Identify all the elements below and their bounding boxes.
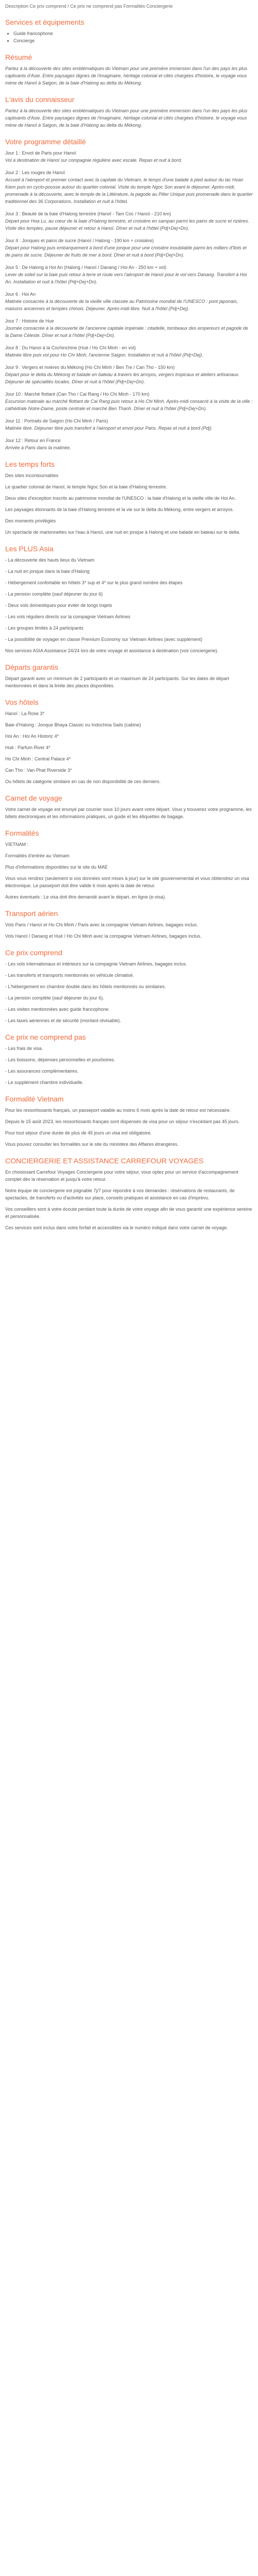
day-block [5, 237, 253, 259]
day-title: Jour 6 : Hoi An [5, 292, 36, 297]
temps-forts-paragraph: Le quartier colonial de Hanoï, le temple Ngoc Son et la baie d'Halong terrestre. [5, 484, 167, 489]
day-block [5, 149, 253, 164]
list-item: • Guide francophone [13, 30, 253, 37]
list-item: - Le supplément chambre individuelle. [5, 1080, 84, 1085]
conciergerie-section [5, 1156, 253, 1231]
day-title: Jour 2 : Les rouges de Hanoï [5, 170, 66, 175]
conciergerie-paragraph: En choisissant Carrefour Voyages Conciergerie pour votre séjour, vous optez pour un service d'accompagnement complet dès la réservation et jusqu'à votre retour. [5, 1170, 238, 1182]
product-page [0, 0, 258, 1241]
list-item: - L'hébergement en chambre double dans les hôtels mentionnés ou similaires. [5, 984, 166, 989]
day-title: Jour 9 : Vergers et rivières du Mékong (Ho Chi Minh / Ben Tre / Can Tho - 150 km) [5, 365, 175, 370]
resume-text: Partez à la découverte des sites emblématiques du Vietnam pour une première immersion dans l'un des pays les plus captivants d'Asie. Entre paysages dignes de l'imaginaire, héritage colonial et cités chargées d'histoire, le voyage vous mène de Hanoï à Saigon, de la baie d'Halong au delta du Mékong. [5, 66, 248, 86]
day-block [5, 437, 253, 451]
formalite-vietnam-section [5, 1094, 253, 1148]
temps-forts-title: Les temps forts [5, 460, 55, 468]
day-text: Journée consacrée à la découverte de l'ancienne capitale impériale : citadelle, tombeaux des empereurs et pagode de la Dame Céleste. Dîner et nuit à l'hôtel (Pdj+Dej+Dn). [5, 326, 249, 338]
prix-comprend-section [5, 948, 253, 1024]
day-block [5, 317, 253, 339]
hotel-line: Hanoï : La Rose 3* [5, 711, 45, 716]
list-item: - Les frais de visa. [5, 1046, 43, 1051]
conciergerie-title: CONCIERGERIE ET ASSISTANCE CARREFOUR VOYAGES [5, 1157, 204, 1165]
prix-ne-comprend-section [5, 1032, 253, 1086]
formalite-vietnam-paragraph: Vous pouvez consulter les formalités sur le site du ministère des Affaires étrangères. [5, 1142, 179, 1147]
list-item: • Concierge [13, 37, 253, 44]
temps-forts-paragraph: Deux sites d'exception inscrits au patrimoine mondial de l'UNESCO : la baie d'Halong et la vieille ville de Hoi An. [5, 496, 236, 501]
day-title: Jour 10 : Marché flottant (Can Tho / Cai Rang / Ho Chi Minh - 170 km) [5, 392, 150, 397]
day-text: Vol à destination de Hanoï sur compagnie régulière avec escale. Repas et nuit à bord. [5, 158, 182, 163]
carnet-text: Votre carnet de voyage est envoyé par courrier sous 10 jours avant votre départ. Vous y trouverez votre programme, les billets électroniques et les informations pratiques, un guide et les étiquettes de bagage. [5, 807, 252, 819]
prix-ne-comprend-title: Ce prix ne comprend pas [5, 1033, 86, 1041]
transport-line: Vols Paris / Hanoï et Ho Chi Minh / Paris avec la compagnie Vietnam Airlines, bagages inclus. [5, 922, 198, 927]
conciergerie-paragraph: Notre équipe de conciergerie est joignable 7j/7 pour répondre à vos demandes : réservations de restaurants, de spectacles, de transferts ou d'activités sur place, conseils pratiques et assistance en cas d'imprévu. [5, 1188, 235, 1200]
programme-title: Votre programme détaillé [5, 138, 86, 146]
departs-title: Départs garantis [5, 663, 58, 671]
formalites-country: VIETNAM : [5, 842, 29, 847]
list-item: - Les transferts et transports mentionnés en véhicule climatisé. [5, 973, 134, 978]
prix-comprend-title: Ce prix comprend [5, 948, 62, 957]
list-item: - Les vols réguliers directs sur la compagnie Vietnam Airlines [5, 614, 131, 619]
programme-section [5, 137, 253, 451]
temps-forts-intro: Des sites incontournables [5, 473, 59, 478]
hotels-section [5, 698, 253, 785]
list-item: - Les vols internationaux et intérieurs sur la compagnie Vietnam Airlines, bagages inclus. [5, 961, 187, 967]
avis-text: Partez à la découverte des sites emblématiques du Vietnam pour une première immersion dans l'un des pays les plus captivants d'Asie. Entre paysages dignes de l'imaginaire, héritage colonial et cités chargées d'histoire, le voyage vous mène de Hanoï à Saigon, de la baie d'Halong au delta du Mékong. [5, 108, 248, 128]
list-item: - Les groupes limités à 24 participants [5, 625, 84, 631]
hotel-line: Hoi An : Hoi An Historic 4* [5, 734, 59, 739]
day-title: Jour 1 : Envol de Paris pour Hanoï [5, 150, 76, 156]
list-item: - Les taxes aériennes et de sécurité (montant révisable). [5, 1018, 121, 1023]
top-description: Description Ce prix comprend / Ce prix ne comprend pas Formalités Conciergerie [5, 4, 173, 9]
day-text: Matinée consacrée à la découverte de la vieille ville classée au Patrimoine mondial de l'UNESCO : pont japonais, maisons anciennes et temples chinois. Déjeuner. Après-midi libre. Nuit à l'hôtel (Pdj+Dej). [5, 299, 238, 311]
day-title: Jour 4 : Jonques et pains de sucre (Hanoï / Halong - 190 km + croisière) [5, 238, 154, 243]
hotel-line: Can Tho : Van Phat Riverside 3* [5, 768, 72, 773]
conciergerie-paragraph: Ces services sont inclus dans votre forfait et accessibles via le numéro indiqué dans votre carnet de voyage. [5, 1225, 228, 1230]
day-text: Matinée libre puis vol pour Ho Chi Minh, l'ancienne Saigon. Installation et nuit à l'hôtel (Pdj+Dej). [5, 352, 203, 358]
temps-forts-paragraph: Les paysages étonnants de la baie d'Halong terrestre et la vie sur le delta du Mékong, entre vergers et arroyos. [5, 507, 234, 512]
formalites-paragraph: Vous vous rendrez (seulement si vos données sont mises à jour) sur le site gouvernemental et vous obtiendrez un visa électronique. Le passeport doit être valide 6 mois après la date de retour. [5, 876, 249, 888]
services-section [5, 18, 253, 44]
formalite-vietnam-title: Formalité Vietnam [5, 1095, 64, 1103]
carnet-section [5, 793, 253, 820]
hotels-title: Vos hôtels [5, 698, 39, 706]
day-text: Accueil à l'aéroport et premier contact avec la capitale du Vietnam, le temps d'une balade à pied autour du lac Hoan Kiem puis en cyclo-pousse autour du quartier colonial. Visite du temple Ngoc Son avant le déjeuner. Après-midi, promenade à la découverte, avec le temple de la Littérature, la pagode au Pilier Unique puis promenade dans le quartier traditionnel des 36 Corporations. Installation et nuit à l'hôtel. [5, 177, 253, 204]
carnet-title: Carnet de voyage [5, 794, 62, 802]
list-item: - Les visites mentionnées avec guide francophone. [5, 1007, 110, 1012]
formalite-vietnam-paragraph: Depuis le 15 août 2023, les ressortissants français sont dispensés de visa pour un séjour n'excédant pas 45 jours. [5, 1119, 240, 1124]
hotel-line: Hué : Parfum River 4* [5, 745, 51, 750]
day-text: Lever de soleil sur la baie puis retour à terre et route vers l'aéroport de Hanoï pour le vol vers Danang. Transfert à Hoi An. Installation et nuit à l'hôtel (Pdj+Dej+Dn). [5, 272, 247, 284]
day-block [5, 364, 253, 385]
day-block [5, 210, 253, 232]
list-item: - Deux vols domestiques pour éviter de longs trajets [5, 603, 112, 608]
day-title: Jour 3 : Beauté de la baie d'Halong terrestre (Hanoï - Tam Coc / Hanoï - 210 km) [5, 211, 171, 216]
day-text: Départ pour Halong puis embarquement à bord d'une jonque pour une croisière inoubliable parmi les milliers d'îlots et de pains de sucre. Déjeuner de fruits de mer à bord. Dîner et nuit à bord (Pdj+Dej+Dn). [5, 245, 247, 258]
avis-section [5, 95, 253, 129]
day-block [5, 417, 253, 432]
formalites-title: Formalités [5, 829, 39, 837]
conciergerie-paragraph: Vos conseillers sont à votre écoute pendant toute la durée de votre voyage afin de vous garantir une expérience sereine et personnalisée. [5, 1207, 252, 1219]
resume-section [5, 53, 253, 87]
hotel-line: Ho Chi Minh : Central Palace 4* [5, 756, 71, 761]
avis-title: L'avis du connaisseur [5, 95, 75, 104]
transport-title: Transport aérien [5, 909, 58, 918]
day-title: Jour 5 : De Halong à Hoi An (Halong / Hanoï / Danang / Hoi An - 250 km + vol) [5, 265, 167, 270]
list-item: - La pension complète (sauf déjeuner du jour 6). [5, 995, 104, 1001]
day-block [5, 264, 253, 285]
formalites-paragraph: Autres éventuels : Le visa doit être demandé avant le départ, en ligne (e-visa). [5, 894, 166, 900]
plus-note: Nos services ASIA Assistance 24/24 lors de votre voyage et assistance à destination (voir conciergerie). [5, 648, 219, 653]
formalites-section [5, 828, 253, 901]
day-text: Excursion matinale au marché flottant de Cai Rang puis retour à Ho Chi Minh. Après-midi consacré à la visite de la ville : cathédrale Notre-Dame, poste centrale et marché Ben Thanh. Dîner et nuit à l'hôtel (Pdj+Dej+Dn). [5, 399, 253, 411]
formalites-paragraph: Formalités d'entrée au Vietnam [5, 853, 70, 858]
day-block [5, 344, 253, 359]
plus-title: Les PLUS Asia [5, 545, 54, 553]
formalites-paragraph: Plus d'informations disponibles sur le site du MAE [5, 865, 108, 870]
formalite-vietnam-paragraph: Pour les ressortissants français, un passeport valable au moins 6 mois après la date de retour est nécessaire. [5, 1108, 231, 1113]
day-text: Arrivée à Paris dans la matinée. [5, 445, 71, 450]
day-text: Départ pour le delta du Mékong et balade en bateau à travers les arroyos, vergers tropicaux et ateliers artisanaux. Déjeuner de spécialités locales. Dîner et nuit à l'hôtel (Pdj+Dej+Dn). [5, 372, 240, 384]
temps-forts-paragraph: Un spectacle de marionnettes sur l'eau à Hanoï, une nuit en jonque à Halong et une balade en bateau sur le delta. [5, 530, 240, 535]
day-title: Jour 11 : Portraits de Saigon (Ho Chi Minh / Paris) [5, 418, 108, 423]
formalite-vietnam-paragraph: Pour tout séjour d'une durée de plus de 45 jours un visa est obligatoire. [5, 1130, 152, 1136]
day-text: Départ pour Hoa Lu, au cœur de la baie d'Halong terrestre, et croisière en sampan parmi les pains de sucre et rizières. Visite des temples, pause déjeuner et retour à Hanoï. Dîner et nuit à l'hôtel (Pdj+Dej+Dn). [5, 218, 249, 231]
temps-forts-paragraph: Des moments privilégiés [5, 518, 56, 523]
day-text: Matinée libre. Déjeuner libre puis transfert à l'aéroport et envol pour Paris. Repas et nuit à bord (Pdj). [5, 426, 213, 431]
day-title: Jour 12 : Retour en France [5, 438, 61, 443]
list-item: - Hébergement confortable en hôtels 3* sup et 4* sur le plus grand nombre des étapes [5, 580, 183, 585]
temps-forts-section [5, 460, 253, 536]
list-item: - La découverte des hauts lieux du Vietnam [5, 557, 94, 563]
transport-section [5, 909, 253, 940]
transport-line: Vols Hanoï / Danang et Hué / Ho Chi Minh avec la compagnie Vietnam Airlines, bagages inclus. [5, 934, 202, 939]
list-item: - Les boissons, dépenses personnelles et pourboires. [5, 1057, 116, 1062]
services-list [5, 30, 253, 44]
day-block [5, 169, 253, 205]
hotel-line: Baie d'Halong : Jonque Bhaya Classic ou Indochina Sails (cabine) [5, 722, 141, 727]
departs-section [5, 663, 253, 689]
day-title: Jour 8 : Du Hanoi à la Cochinchine (Hué / Ho Chi Minh - en vol) [5, 345, 136, 350]
departs-text: Départ garanti avec un minimum de 2 participants et un maximum de 24 participants. Sur les dates de départ mentionnées et dans la limite des places disponibles. [5, 676, 230, 688]
resume-title: Résumé [5, 53, 33, 61]
services-title: Services et équipements [5, 18, 85, 26]
hotels-note: Ou hôtels de catégorie similaire en cas de non disponibilité de ces derniers. [5, 779, 161, 784]
day-block [5, 391, 253, 412]
list-item: - Les assurances complémentaires. [5, 1069, 79, 1074]
day-block [5, 291, 253, 312]
list-item: - La possibilité de voyager en classe Premium Economy sur Vietnam Airlines (avec supplément) [5, 637, 203, 642]
day-title: Jour 7 : Histoire de Hue [5, 318, 54, 324]
list-item: - La pension complète (sauf déjeuner du jour 6) [5, 591, 103, 597]
plus-section [5, 544, 253, 654]
list-item: - La nuit en jonque dans la baie d'Halong [5, 569, 90, 574]
